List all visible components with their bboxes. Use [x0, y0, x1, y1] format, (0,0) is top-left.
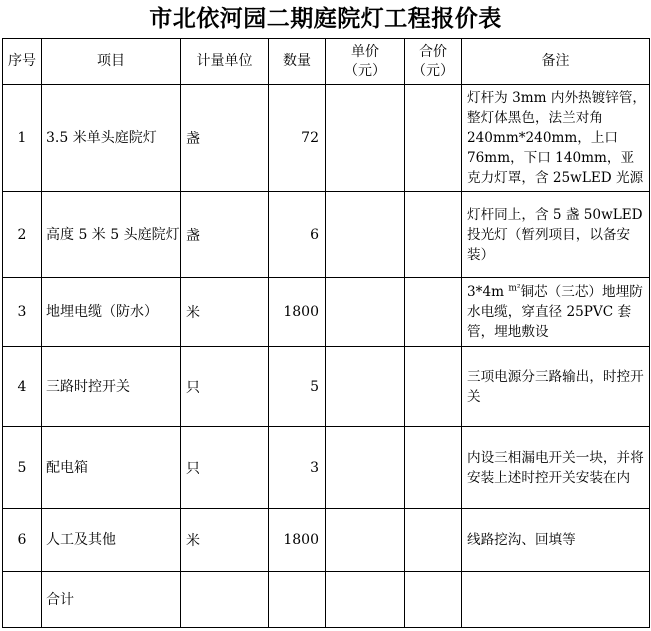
- header-unit: 计量单位: [181, 39, 269, 85]
- row-index: 6: [3, 509, 42, 572]
- total-row: [3, 572, 650, 628]
- total-total-price: [405, 572, 462, 628]
- row-note: 三项电源分三路输出，时控开关: [462, 347, 650, 427]
- row-item: 地埋电缆（防水）: [42, 278, 181, 347]
- row-note: 灯杆同上，含 5 盏 50wLED 投光灯（暂列项目，以备安装）: [462, 192, 650, 278]
- row-qty: 3: [269, 427, 326, 509]
- row-item: 人工及其他: [42, 509, 181, 572]
- row-note: 线路挖沟、回填等: [462, 509, 650, 572]
- header-qty: 数量: [269, 39, 326, 85]
- table-row: [3, 427, 650, 509]
- total-note: [462, 572, 650, 628]
- total-label: 合计: [42, 572, 181, 628]
- table-row: [3, 278, 650, 347]
- row-note: [462, 278, 650, 347]
- row-qty: 1800: [269, 509, 326, 572]
- row-qty: 72: [269, 85, 326, 192]
- row-index: 3: [3, 278, 42, 347]
- row-index: 2: [3, 192, 42, 278]
- row-total-price: [405, 85, 462, 192]
- header-total-price: 合价（元）: [405, 39, 462, 85]
- row-item: 高度 5 米 5 头庭院灯: [42, 192, 181, 278]
- row-unit: 盏: [181, 85, 269, 192]
- row-total-price: [405, 509, 462, 572]
- row-index: 4: [3, 347, 42, 427]
- table-row: [3, 509, 650, 572]
- row-total-price: [405, 427, 462, 509]
- row-unit: 米: [181, 278, 269, 347]
- row-total-price: [405, 347, 462, 427]
- row-item: 三路时控开关: [42, 347, 181, 427]
- row-unit-price: [326, 347, 405, 427]
- header-index: 序号: [3, 39, 42, 85]
- total-unit: [181, 572, 269, 628]
- row-unit-price: [326, 427, 405, 509]
- row-unit-price: [326, 278, 405, 347]
- total-index: [3, 572, 42, 628]
- header-item: 项目: [42, 39, 181, 85]
- header-row: [3, 39, 650, 85]
- row-index: 1: [3, 85, 42, 192]
- total-unit-price: [326, 572, 405, 628]
- row-qty: 5: [269, 347, 326, 427]
- header-unit-price: 单价（元）: [326, 39, 405, 85]
- row-unit: 米: [181, 509, 269, 572]
- quote-table: [2, 38, 650, 628]
- row-unit-price: [326, 85, 405, 192]
- note-text-post: 铜芯（三芯）地埋防水电缆，穿直径 25PVC 套管，埋地敷设: [467, 284, 643, 340]
- note-unit-superscript: m²: [508, 283, 521, 294]
- row-item: 配电箱: [42, 427, 181, 509]
- note-text-pre: 3*4m: [467, 284, 509, 300]
- row-note: 灯杆为 3mm 内外热镀锌管，整灯体黑色，法兰对角 240mm*240mm，上口 76mm，下口 140mm，亚克力灯罩，含 25wLED 光源: [462, 85, 650, 192]
- row-qty: 6: [269, 192, 326, 278]
- row-note: 内设三相漏电开关一块，并将安装上述时控开关安装在内: [462, 427, 650, 509]
- row-unit: 只: [181, 347, 269, 427]
- row-unit: 盏: [181, 192, 269, 278]
- row-index: 5: [3, 427, 42, 509]
- row-unit: 只: [181, 427, 269, 509]
- table-row: [3, 85, 650, 192]
- row-unit-price: [326, 192, 405, 278]
- table-row: [3, 192, 650, 278]
- row-total-price: [405, 192, 462, 278]
- header-note: 备注: [462, 39, 650, 85]
- table-row: [3, 347, 650, 427]
- row-qty: 1800: [269, 278, 326, 347]
- total-qty: [269, 572, 326, 628]
- sheet-title: 市北依河园二期庭院灯工程报价表: [149, 5, 502, 32]
- row-item: 3.5 米单头庭院灯: [42, 85, 181, 192]
- row-total-price: [405, 278, 462, 347]
- row-unit-price: [326, 509, 405, 572]
